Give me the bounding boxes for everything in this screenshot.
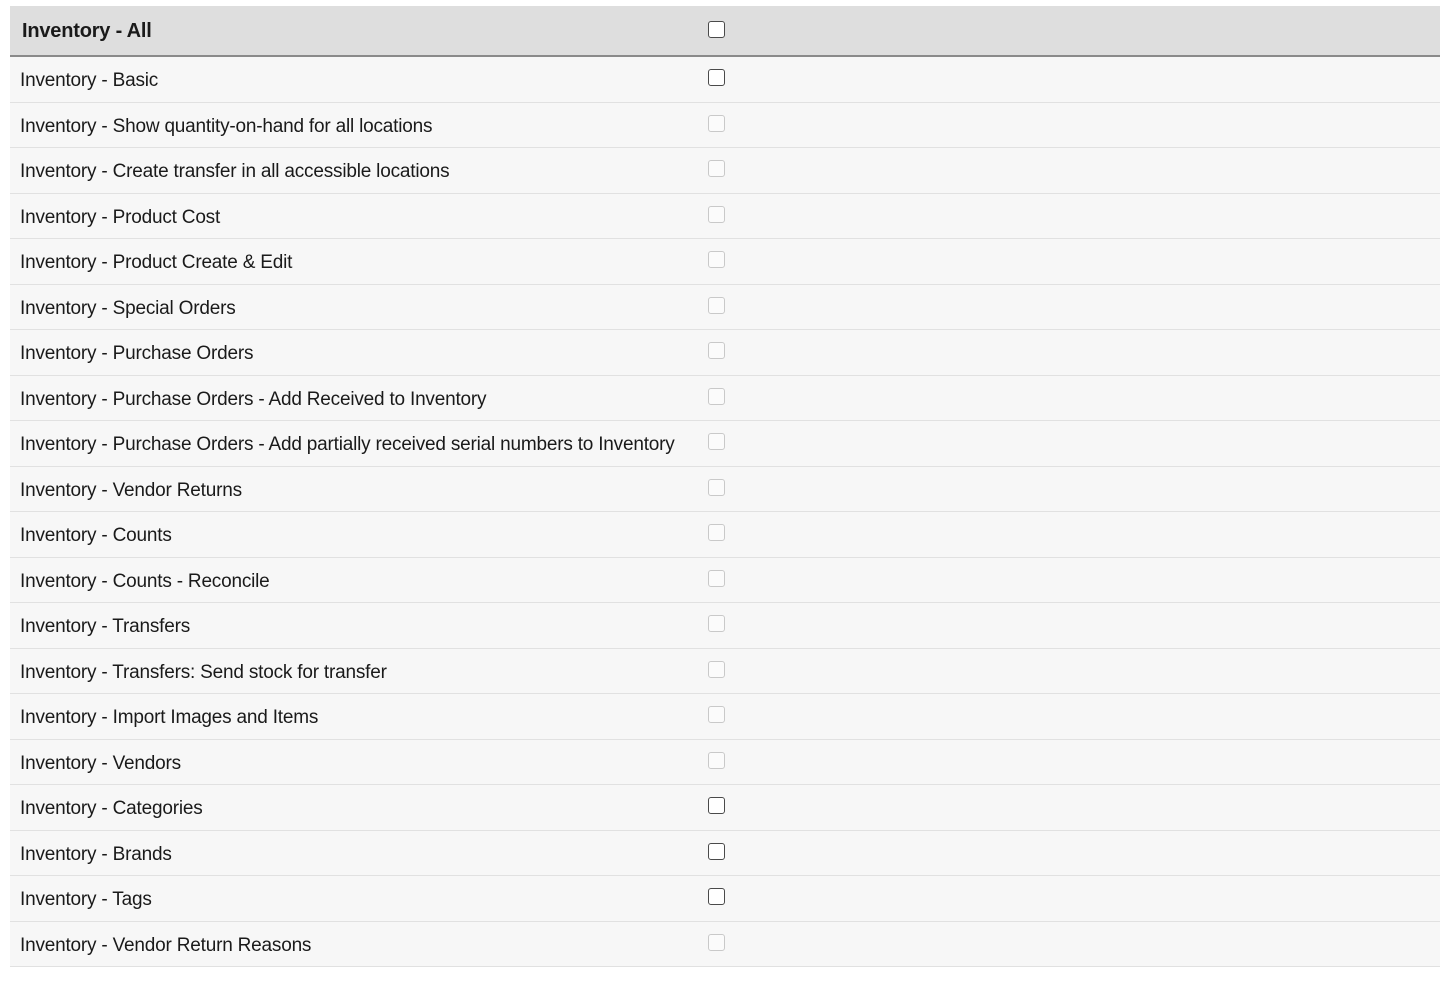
permission-row bbox=[10, 785, 1440, 831]
permission-checkbox bbox=[708, 524, 725, 541]
permission-label: Inventory - Purchase Orders bbox=[20, 343, 254, 364]
permission-checkbox bbox=[708, 297, 725, 314]
permission-row bbox=[10, 876, 1440, 922]
permission-checkbox[interactable] bbox=[708, 888, 725, 905]
permission-label: Inventory - Product Cost bbox=[20, 206, 221, 228]
permission-row bbox=[10, 239, 1440, 285]
permission-label: Inventory - Counts - Reconcile bbox=[20, 570, 270, 592]
permission-label: Inventory - Vendors bbox=[20, 752, 181, 774]
permission-checkbox bbox=[708, 342, 725, 359]
permission-checkbox bbox=[708, 752, 725, 769]
permission-label: Inventory - Brands bbox=[20, 843, 172, 865]
permission-label: Inventory - Vendor Return Reasons bbox=[20, 934, 312, 956]
permission-row bbox=[10, 57, 1440, 103]
permission-checkbox bbox=[708, 388, 725, 405]
permission-label: Inventory - Tags bbox=[20, 889, 152, 910]
permission-checkbox bbox=[708, 479, 725, 496]
permission-label: Inventory - Show quantity-on-hand for all locations bbox=[20, 115, 433, 137]
permission-row bbox=[10, 421, 1440, 467]
permission-row bbox=[10, 103, 1440, 149]
permission-row bbox=[10, 922, 1440, 968]
permission-checkbox[interactable] bbox=[708, 69, 725, 86]
permission-row bbox=[10, 603, 1440, 649]
permission-row bbox=[10, 831, 1440, 877]
permission-label: Inventory - Transfers: Send stock for transfer bbox=[20, 661, 387, 683]
permission-checkbox bbox=[708, 934, 725, 951]
permission-checkbox bbox=[708, 570, 725, 587]
permission-row bbox=[10, 649, 1440, 695]
select-all-checkbox[interactable] bbox=[708, 21, 725, 38]
permission-label: Inventory - Product Create & Edit bbox=[20, 252, 293, 273]
permission-label: Inventory - Basic bbox=[20, 70, 159, 91]
permission-row bbox=[10, 512, 1440, 558]
permission-label: Inventory - Purchase Orders - Add partially received serial numbers to Inventory bbox=[20, 434, 675, 455]
permission-list bbox=[10, 57, 1440, 967]
permission-checkbox bbox=[708, 160, 725, 177]
permission-label: Inventory - Vendor Returns bbox=[20, 479, 242, 501]
permission-checkbox[interactable] bbox=[708, 843, 725, 860]
permission-label: Inventory - Transfers bbox=[20, 616, 191, 637]
permission-label: Inventory - Categories bbox=[20, 798, 203, 819]
permission-row bbox=[10, 148, 1440, 194]
permission-row bbox=[10, 194, 1440, 240]
permission-label: Inventory - Counts bbox=[20, 525, 172, 546]
permissions-table bbox=[10, 6, 1440, 967]
group-title: Inventory - All bbox=[22, 20, 152, 42]
permission-checkbox bbox=[708, 706, 725, 723]
permission-row bbox=[10, 467, 1440, 513]
permission-row bbox=[10, 285, 1440, 331]
permission-checkbox bbox=[708, 206, 725, 223]
permission-row bbox=[10, 740, 1440, 786]
permission-group-header bbox=[10, 6, 1440, 57]
permission-row bbox=[10, 376, 1440, 422]
permission-label: Inventory - Purchase Orders - Add Received to Inventory bbox=[20, 388, 487, 410]
permission-label: Inventory - Special Orders bbox=[20, 297, 236, 319]
permission-checkbox bbox=[708, 615, 725, 632]
permission-label: Inventory - Import Images and Items bbox=[20, 707, 319, 728]
permission-row bbox=[10, 694, 1440, 740]
permission-checkbox bbox=[708, 251, 725, 268]
permission-checkbox bbox=[708, 115, 725, 132]
permission-row bbox=[10, 330, 1440, 376]
permission-checkbox bbox=[708, 661, 725, 678]
permission-label: Inventory - Create transfer in all accessible locations bbox=[20, 161, 450, 182]
permission-checkbox[interactable] bbox=[708, 797, 725, 814]
permission-checkbox bbox=[708, 433, 725, 450]
permission-row bbox=[10, 558, 1440, 604]
